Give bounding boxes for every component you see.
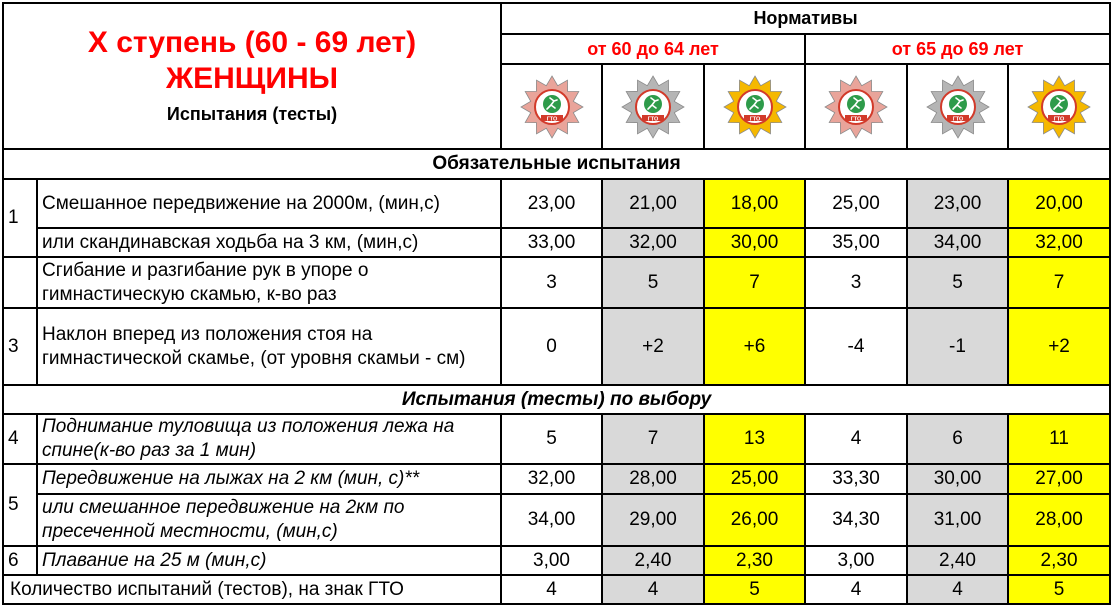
bronze-badge-icon bbox=[823, 74, 889, 140]
count-gold: 5 bbox=[1008, 575, 1110, 604]
value-bronze: -4 bbox=[805, 308, 907, 385]
value-bronze: 5 bbox=[501, 414, 602, 464]
gold-badge-icon bbox=[1009, 74, 1109, 140]
value-bronze: 3 bbox=[501, 257, 602, 308]
value-silver: -1 bbox=[907, 308, 1008, 385]
section-header-mandatory: Обязательные испытания bbox=[3, 149, 1110, 179]
test-name: Сгибание и разгибание рук в упоре о гимнастическую скамью, к-во раз bbox=[37, 257, 501, 308]
value-silver: 5 bbox=[907, 257, 1008, 308]
age-group-header: от 65 до 69 лет bbox=[805, 34, 1110, 64]
silver-badge-icon bbox=[925, 74, 991, 140]
value-gold: 13 bbox=[704, 414, 805, 464]
value-silver: 6 bbox=[907, 414, 1008, 464]
value-bronze: 23,00 bbox=[501, 179, 602, 228]
value-gold: 2,30 bbox=[704, 546, 805, 575]
count-silver: 4 bbox=[602, 575, 704, 604]
table-row bbox=[3, 257, 1110, 308]
value-gold: 7 bbox=[1008, 257, 1110, 308]
age-group-header: от 60 до 64 лет bbox=[501, 34, 805, 64]
value-silver: 34,00 bbox=[907, 228, 1008, 257]
test-name: или смешанное передвижение на 2км по пресеченной местности, (мин,с) bbox=[37, 494, 501, 546]
badge-label: ГТО bbox=[546, 115, 557, 122]
gold-badge-icon bbox=[722, 74, 788, 140]
value-gold: 7 bbox=[704, 257, 805, 308]
value-bronze: 34,30 bbox=[805, 494, 907, 546]
badge-label: ГТО bbox=[952, 115, 963, 122]
value-gold: 20,00 bbox=[1008, 179, 1110, 228]
section-row bbox=[3, 149, 1110, 179]
silver-badge-icon bbox=[620, 74, 686, 140]
row-number: 5 bbox=[3, 464, 37, 546]
value-gold: 32,00 bbox=[1008, 228, 1110, 257]
table-row bbox=[3, 179, 1110, 228]
value-gold: 27,00 bbox=[1008, 464, 1110, 494]
header-row-norms bbox=[3, 3, 1110, 34]
value-silver: 30,00 bbox=[907, 464, 1008, 494]
silver-badge-icon bbox=[603, 74, 703, 140]
value-bronze: 35,00 bbox=[805, 228, 907, 257]
test-name: Смешанное передвижение на 2000м, (мин,с) bbox=[37, 179, 501, 228]
value-bronze: 32,00 bbox=[501, 464, 602, 494]
badge-cell bbox=[1008, 64, 1110, 149]
badge-label: ГТО bbox=[647, 115, 659, 122]
table-row bbox=[3, 464, 1110, 494]
badge-label: ГТО bbox=[850, 115, 862, 122]
silver-badge-icon bbox=[908, 74, 1007, 140]
value-silver: 28,00 bbox=[602, 464, 704, 494]
badge-cell bbox=[602, 64, 704, 149]
badge-label: ГТО bbox=[1053, 115, 1065, 122]
value-silver: 7 bbox=[602, 414, 704, 464]
test-name: Наклон вперед из положения стоя на гимнастической скамье, (от уровня скамьи - см) bbox=[37, 308, 501, 385]
section-row bbox=[3, 385, 1110, 414]
value-silver: 32,00 bbox=[602, 228, 704, 257]
value-bronze: 4 bbox=[805, 414, 907, 464]
value-bronze: 0 bbox=[501, 308, 602, 385]
value-silver: 31,00 bbox=[907, 494, 1008, 546]
value-gold: 28,00 bbox=[1008, 494, 1110, 546]
value-silver: 5 bbox=[602, 257, 704, 308]
value-gold: +6 bbox=[704, 308, 805, 385]
value-silver: 21,00 bbox=[602, 179, 704, 228]
count-gold: 5 bbox=[704, 575, 805, 604]
tests-count-label: Количество испытаний (тестов), на знак ГТО bbox=[3, 575, 501, 604]
test-name: Плавание на 25 м (мин,с) bbox=[37, 546, 501, 575]
stage-title: X ступень (60 - 69 лет) bbox=[87, 26, 417, 59]
gender-title: ЖЕНЩИНЫ bbox=[166, 62, 338, 95]
value-bronze: 33,30 bbox=[805, 464, 907, 494]
value-bronze: 3,00 bbox=[805, 546, 907, 575]
badge-cell bbox=[501, 64, 602, 149]
gold-badge-icon bbox=[705, 74, 804, 140]
badge-label: ГТО bbox=[749, 115, 760, 122]
section-header-optional: Испытания (тесты) по выбору bbox=[3, 385, 1110, 414]
value-bronze: 25,00 bbox=[805, 179, 907, 228]
value-silver: +2 bbox=[602, 308, 704, 385]
table-row bbox=[3, 414, 1110, 464]
tests-heading: Испытания (тесты) bbox=[166, 104, 338, 124]
value-bronze: 3 bbox=[805, 257, 907, 308]
title-cell bbox=[3, 3, 501, 149]
badge-cell bbox=[907, 64, 1008, 149]
gto-standards-table bbox=[2, 2, 1111, 605]
norms-header: Нормативы bbox=[501, 3, 1110, 34]
gold-badge-icon bbox=[1026, 74, 1092, 140]
row-number: 3 bbox=[3, 308, 37, 385]
row-number: 6 bbox=[3, 546, 37, 575]
value-bronze: 34,00 bbox=[501, 494, 602, 546]
row-number: 1 bbox=[3, 179, 37, 257]
value-gold: 18,00 bbox=[704, 179, 805, 228]
row-number bbox=[3, 257, 37, 308]
value-bronze: 33,00 bbox=[501, 228, 602, 257]
value-gold: 25,00 bbox=[704, 464, 805, 494]
badge-cell bbox=[805, 64, 907, 149]
table-row bbox=[3, 494, 1110, 546]
test-name: Передвижение на лыжах на 2 км (мин, с)** bbox=[37, 464, 501, 494]
value-gold: 30,00 bbox=[704, 228, 805, 257]
test-name: Поднимание туловища из положения лежа на спине(к-во раз за 1 мин) bbox=[37, 414, 501, 464]
value-bronze: 3,00 bbox=[501, 546, 602, 575]
value-gold: +2 bbox=[1008, 308, 1110, 385]
row-number: 4 bbox=[3, 414, 37, 464]
bronze-badge-icon bbox=[519, 74, 585, 140]
bronze-badge-icon bbox=[806, 74, 906, 140]
value-silver: 23,00 bbox=[907, 179, 1008, 228]
value-gold: 2,30 bbox=[1008, 546, 1110, 575]
count-bronze: 4 bbox=[501, 575, 602, 604]
value-silver: 2,40 bbox=[602, 546, 704, 575]
test-name: или скандинавская ходьба на 3 км, (мин,с) bbox=[37, 228, 501, 257]
count-bronze: 4 bbox=[805, 575, 907, 604]
value-gold: 11 bbox=[1008, 414, 1110, 464]
value-silver: 29,00 bbox=[602, 494, 704, 546]
count-silver: 4 bbox=[907, 575, 1008, 604]
value-gold: 26,00 bbox=[704, 494, 805, 546]
table-row bbox=[3, 546, 1110, 575]
footer-row bbox=[3, 575, 1110, 604]
table-row bbox=[3, 308, 1110, 385]
badge-cell bbox=[704, 64, 805, 149]
table-row bbox=[3, 228, 1110, 257]
value-silver: 2,40 bbox=[907, 546, 1008, 575]
bronze-badge-icon bbox=[502, 74, 601, 140]
